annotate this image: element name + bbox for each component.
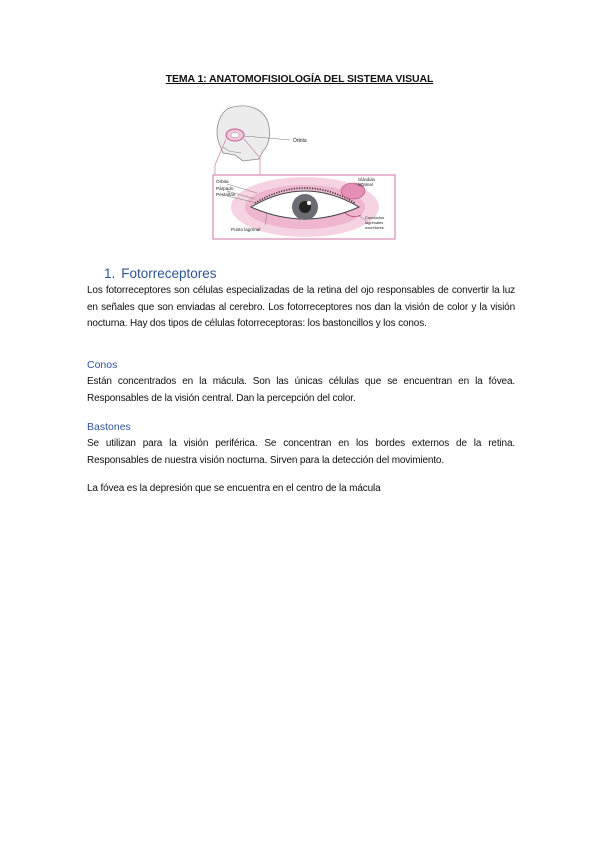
section-number: 1. — [104, 266, 116, 281]
document-title: TEMA 1: ANATOMOFISIOLOGÍA DEL SISTEMA VISUAL — [165, 73, 434, 85]
skull-illustration — [217, 106, 290, 161]
subheading-bastones: Bastones — [87, 421, 131, 433]
label-conductos: Conductos lagrimales excretores — [365, 215, 385, 230]
label-orbita: Órbita — [216, 179, 229, 184]
eye-anatomy-figure — [205, 103, 405, 243]
section-heading-text: Fotorreceptores — [121, 266, 217, 281]
label-parpado: Párpado — [216, 186, 234, 191]
subheading-conos: Conos — [87, 359, 118, 371]
label-pestanas: Pestañas — [216, 192, 236, 197]
bastones-paragraph: Se utilizan para la visión periférica. Se concentran en los bordes externos de la retina. Responsables de nuestra visión nocturna. Sirven para la detección del movimiento. — [87, 438, 515, 466]
section-heading-fotorreceptores — [104, 266, 217, 281]
label-punto-lagrimal: Punto lagrimal — [231, 227, 261, 232]
label-orbita-skull: Órbita — [293, 138, 307, 144]
fotorreceptores-paragraph: Los fotorreceptores son células especializadas de la retina del ojo responsables de convertir la luz en señales que son enviadas al cerebro. Los fotorreceptores nos dan la visión de color y la visión nocturna. Hay dos tipos de células fotorreceptoras: los bastoncillos y los conos. — [87, 285, 515, 329]
closing-sentence: La fóvea es la depresión que se encuentra en el centro de la mácula — [87, 483, 381, 494]
label-glandula-lagrimal: Glándula lagrimal — [358, 177, 375, 187]
conos-paragraph: Están concentrados en la mácula. Son las únicas células que se encuentran en la fóvea. Responsables de la visión central. Dan la percepción del color. — [87, 376, 515, 404]
